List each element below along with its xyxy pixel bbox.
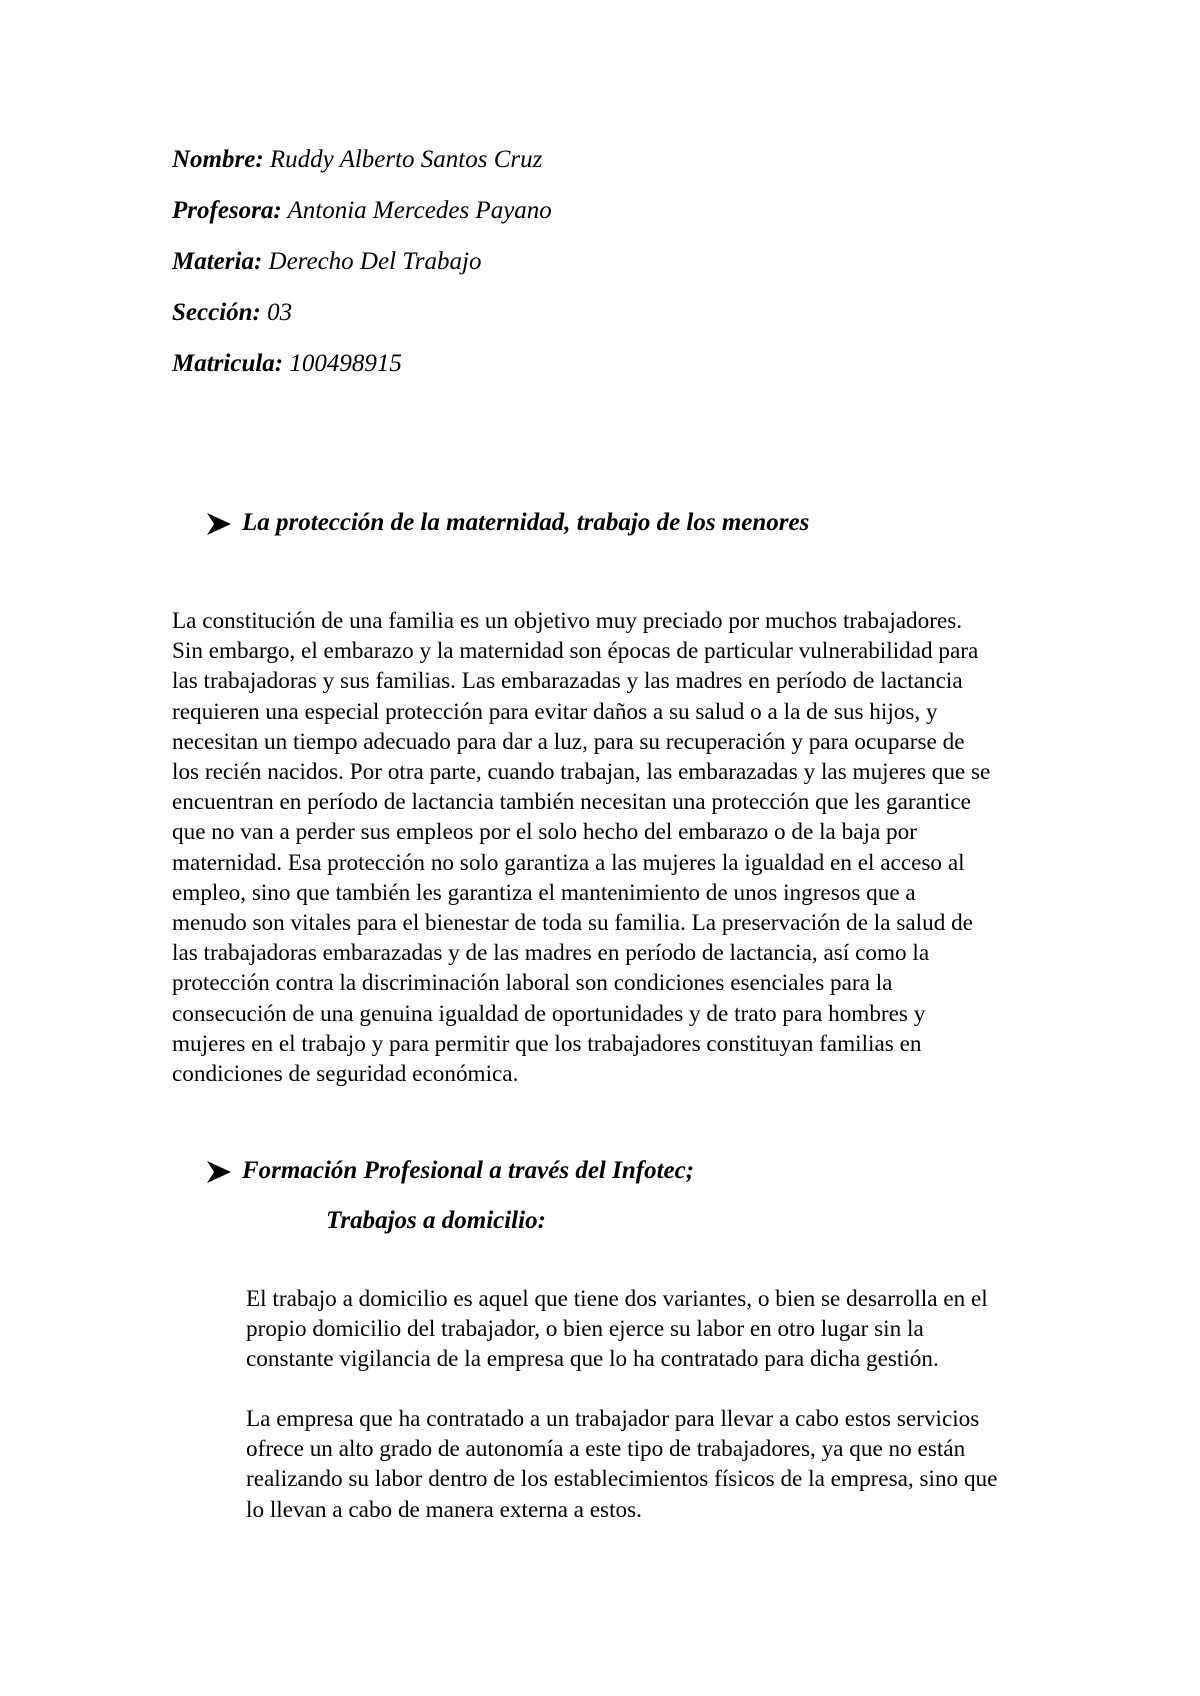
profesora-value: Antonia Mercedes Payano xyxy=(281,197,552,224)
matricula-value: 100498915 xyxy=(283,350,402,377)
paragraph-line: maternidad. Esa protección no solo garantiza a las mujeres la igualdad en el acceso al xyxy=(172,849,965,876)
domicilio-paragraph-1 xyxy=(246,1284,1051,1375)
section-heading-formacion xyxy=(206,1154,694,1188)
paragraph-line: realizando su labor dentro de los establecimientos físicos de la empresa, sino que xyxy=(246,1466,998,1493)
paragraph-line: necesitan un tiempo adecuado para dar a luz, para su recuperación y para ocuparse de xyxy=(172,728,965,755)
paragraph-line: las trabajadoras y sus familias. Las embarazadas y las madres en período de lactancia xyxy=(172,668,963,695)
arrowhead-bullet-icon xyxy=(206,1160,242,1184)
paragraph-line: El trabajo a domicilio es aquel que tiene dos variantes, o bien se desarrolla en el xyxy=(246,1286,988,1312)
paragraph-line: encuentran en período de lactancia también necesitan una protección que les garantice xyxy=(172,789,971,816)
subsection-heading-domicilio: Trabajos a domicilio: xyxy=(326,1207,546,1234)
paragraph-line: los recién nacidos. Por otra parte, cuando trabajan, las embarazadas y las mujeres que se xyxy=(172,759,991,786)
seccion-label: Sección: xyxy=(172,299,261,326)
student-info-block xyxy=(172,142,1072,397)
profesora-label: Profesora: xyxy=(172,197,282,224)
paragraph-line: consecución de una genuina igualdad de oportunidades y de trato para hombres y xyxy=(172,1000,926,1027)
paragraph-line: ofrece un alto grado de autonomía a este tipo de trabajadores, ya que no están xyxy=(246,1436,966,1463)
paragraph-line: requieren una especial protección para evitar daños a su salud o a la de sus hijos, y xyxy=(172,698,938,725)
paragraph-line: propio domicilio del trabajador, o bien ejerce su labor en otro lugar sin la xyxy=(246,1316,924,1343)
materia-value: Derecho Del Trabajo xyxy=(262,248,482,275)
nombre-label: Nombre: xyxy=(172,146,264,173)
paragraph-line: empleo, sino que también les garantiza el mantenimiento de unos ingresos que a xyxy=(172,879,916,906)
section-heading-maternidad xyxy=(206,506,809,540)
section-title: Formación Profesional a través del Infotec; xyxy=(242,1157,695,1184)
paragraph-line: menudo son vitales para el bienestar de toda su familia. La preservación de la salud de xyxy=(172,910,973,937)
paragraph-line: Sin embargo, el embarazo y la maternidad son épocas de particular vulnerabilidad para xyxy=(172,638,979,665)
paragraph-line: protección contra la discriminación laboral son condiciones esenciales para la xyxy=(172,970,893,997)
paragraph-line: las trabajadoras embarazadas y de las madres en período de lactancia, así como la xyxy=(172,940,930,967)
matricula-line xyxy=(172,346,1072,397)
seccion-line xyxy=(172,295,1072,346)
materia-line xyxy=(172,244,1072,295)
nombre-value: Ruddy Alberto Santos Cruz xyxy=(263,146,543,173)
materia-label: Materia: xyxy=(172,248,263,275)
section-title: La protección de la maternidad, trabajo de los menores xyxy=(242,509,810,536)
seccion-value: 03 xyxy=(260,299,293,326)
maternidad-paragraph xyxy=(172,606,1052,1089)
paragraph-line: constante vigilancia de la empresa que lo ha contratado para dicha gestión. xyxy=(246,1346,939,1373)
paragraph-line: condiciones de seguridad económica. xyxy=(172,1061,519,1088)
paragraph-line: La constitución de una familia es un objetivo muy preciado por muchos trabajadores. xyxy=(172,608,963,634)
arrowhead-bullet-icon xyxy=(206,512,242,536)
matricula-label: Matricula: xyxy=(172,350,284,377)
profesora-line xyxy=(172,193,1072,244)
paragraph-line: mujeres en el trabajo y para permitir que los trabajadores constituyan familias en xyxy=(172,1030,922,1057)
paragraph-line: que no van a perder sus empleos por el solo hecho del embarazo o de la baja por xyxy=(172,819,917,846)
nombre-line xyxy=(172,142,1072,193)
paragraph-line: lo llevan a cabo de manera externa a estos. xyxy=(246,1496,642,1523)
paragraph-line: La empresa que ha contratado a un trabajador para llevar a cabo estos servicios xyxy=(246,1406,980,1432)
domicilio-paragraph-2 xyxy=(246,1404,1051,1525)
